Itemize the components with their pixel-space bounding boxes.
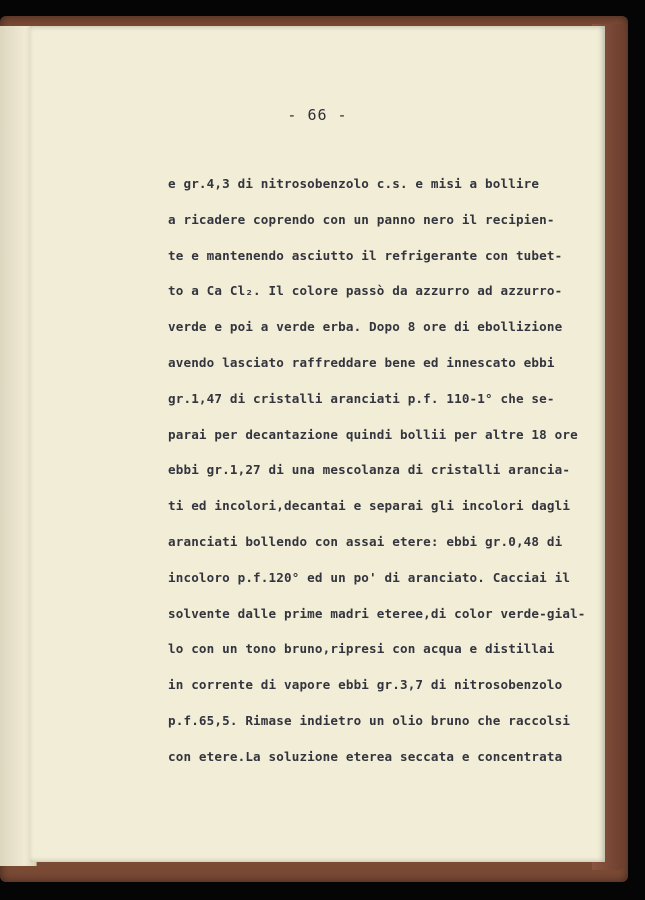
text-line: verde e poi a verde erba. Dopo 8 ore di ebollizione bbox=[168, 319, 563, 334]
text-line: gr.1,47 di cristalli aranciati p.f. 110-1° che se- bbox=[168, 391, 555, 406]
text-line: solvente dalle prime madri eteree,di color verde-gial- bbox=[168, 606, 586, 621]
text-line: aranciati bollendo con assai etere: ebbi gr.0,48 di bbox=[168, 534, 563, 549]
text-line: parai per decantazione quindi bollii per altre 18 ore bbox=[168, 427, 578, 442]
text-line: con etere.La soluzione eterea seccata e concentrata bbox=[168, 749, 563, 764]
text-line: ebbi gr.1,27 di una mescolanza di cristalli arancia- bbox=[168, 462, 571, 477]
document-page bbox=[30, 26, 605, 862]
text-line: avendo lasciato raffreddare bene ed innescato ebbi bbox=[168, 355, 555, 370]
text-line: p.f.65,5. Rimase indietro un olio bruno che raccolsi bbox=[168, 713, 571, 728]
text-line: in corrente di vapore ebbi gr.3,7 di nitrosobenzolo bbox=[168, 677, 563, 692]
text-line: e gr.4,3 di nitrosobenzolo c.s. e misi a bollire bbox=[168, 176, 540, 191]
text-line: te e mantenendo asciutto il refrigerante con tubet- bbox=[168, 248, 563, 263]
text-line: incoloro p.f.120° ed un po' di aranciato. Cacciai il bbox=[168, 570, 571, 585]
text-line: a ricadere coprendo con un panno nero il recipien- bbox=[168, 212, 555, 227]
text-line: to a Ca Cl₂. Il colore passò da azzurro ad azzurro- bbox=[168, 283, 563, 298]
text-line: lo con un tono bruno,ripresi con acqua e distillai bbox=[168, 641, 555, 656]
text-line: ti ed incolori,decantai e separai gli incolori dagli bbox=[168, 498, 571, 513]
page-number: - 66 - bbox=[287, 106, 348, 124]
